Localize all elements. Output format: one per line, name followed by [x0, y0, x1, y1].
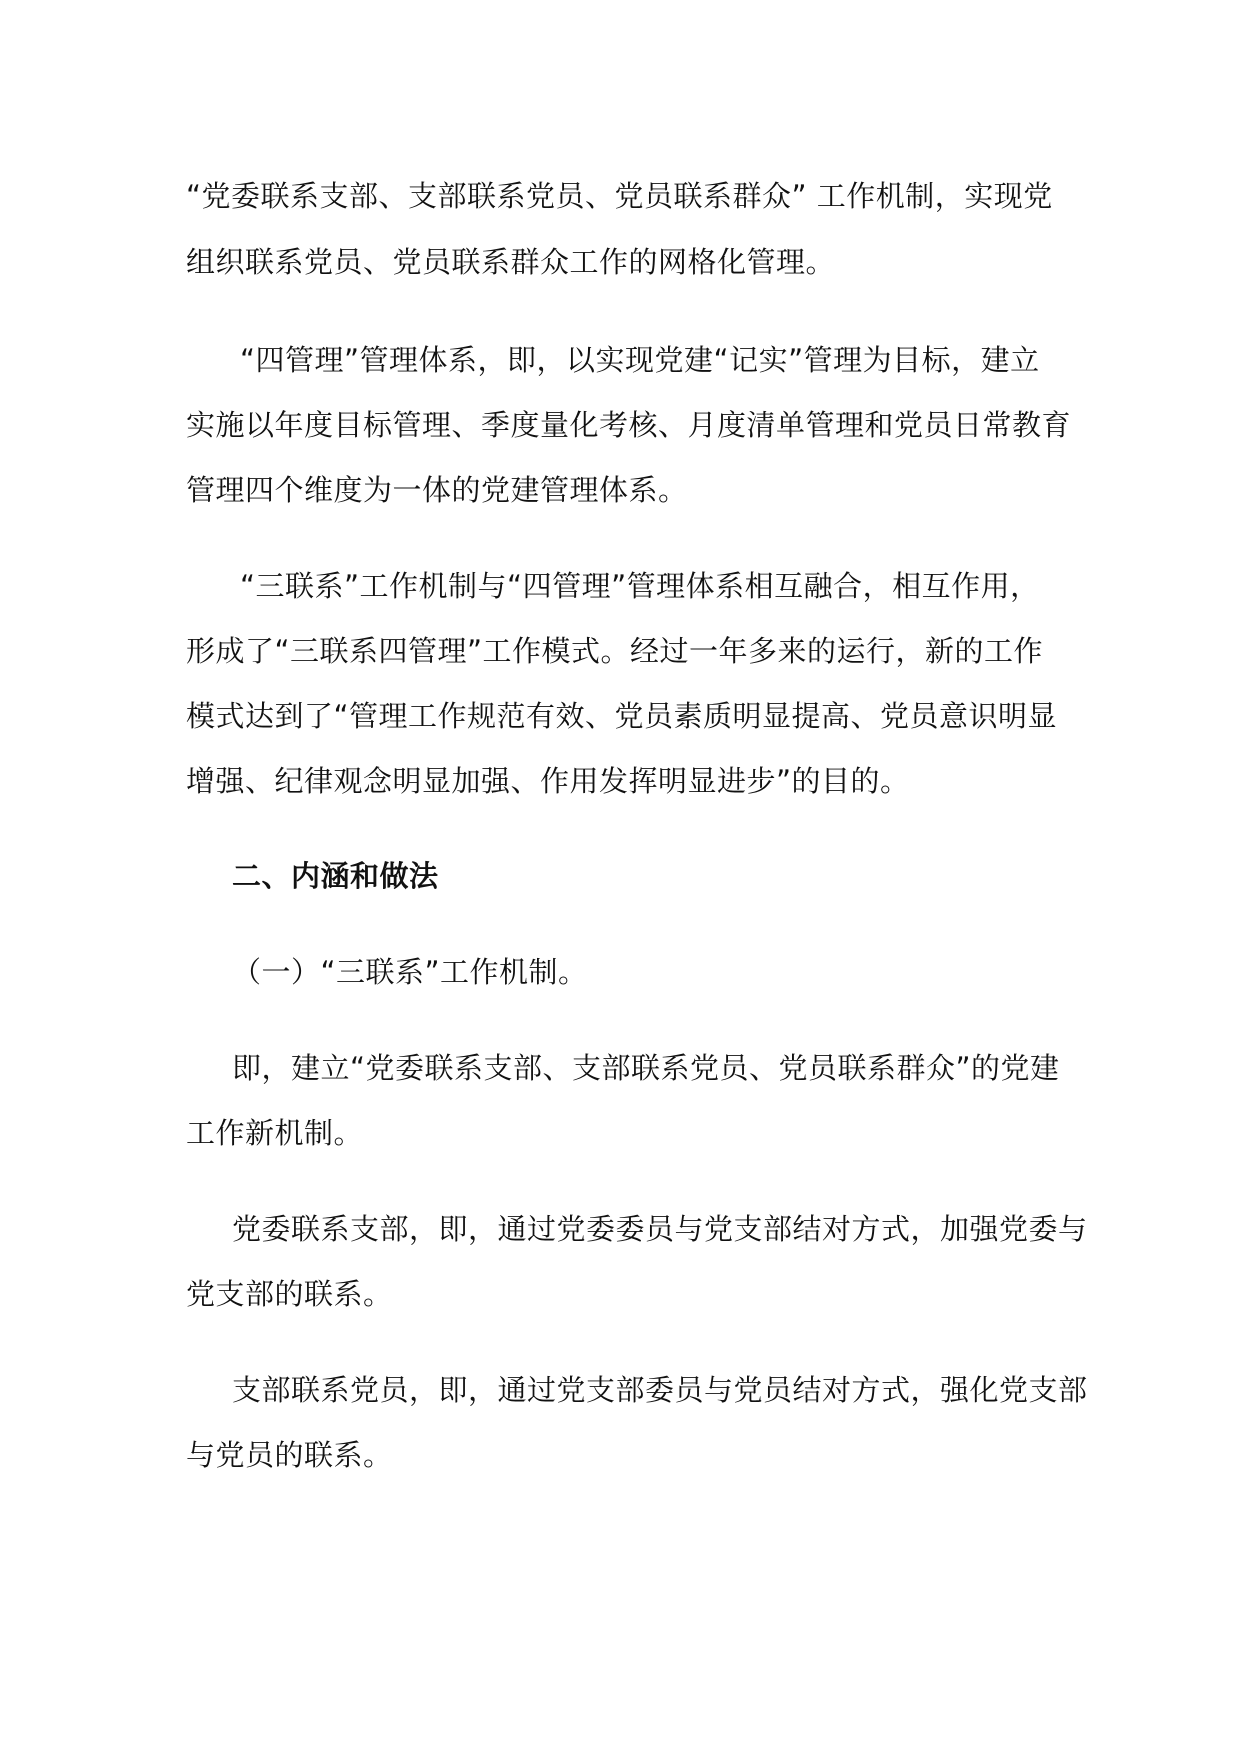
paragraph-6-line-2: 与党员的联系。 [186, 1438, 393, 1472]
section-heading: 二、内涵和做法 [232, 859, 439, 893]
paragraph-3-line-1: “三联系”工作机制与“四管理”管理体系相互融合，相互作用， [240, 569, 1040, 603]
paragraph-5-line-1: 党委联系支部，即，通过党委委员与党支部结对方式，加强党委与 [232, 1212, 1088, 1246]
paragraph-1-line-1: “党委联系支部、支部联系党员、党员联系群众” 工作机制，实现党 [186, 179, 1053, 213]
paragraph-1-line-2: 组织联系党员、党员联系群众工作的网格化管理。 [186, 245, 836, 279]
paragraph-2-line-3: 管理四个维度为一体的党建管理体系。 [186, 473, 688, 507]
subsection-heading: （一）“三联系”工作机制。 [232, 955, 588, 989]
paragraph-2-line-2: 实施以年度目标管理、季度量化考核、月度清单管理和党员日常教育 [186, 408, 1072, 442]
paragraph-3-line-4: 增强、纪律观念明显加强、作用发挥明显进步”的目的。 [186, 764, 910, 798]
paragraph-6-line-1: 支部联系党员，即，通过党支部委员与党员结对方式，强化党支部 [232, 1373, 1088, 1407]
paragraph-2-line-1: “四管理”管理体系，即，以实现党建“记实”管理为目标，建立 [240, 343, 1040, 377]
paragraph-3-line-2: 形成了“三联系四管理”工作模式。经过一年多来的运行，新的工作 [186, 634, 1044, 668]
paragraph-4-line-1: 即，建立“党委联系支部、支部联系党员、党员联系群众”的党建 [232, 1051, 1060, 1085]
paragraph-5-line-2: 党支部的联系。 [186, 1277, 393, 1311]
paragraph-4-line-2: 工作新机制。 [186, 1116, 364, 1150]
paragraph-3-line-3: 模式达到了“管理工作规范有效、党员素质明显提高、党员意识明显 [186, 699, 1058, 733]
